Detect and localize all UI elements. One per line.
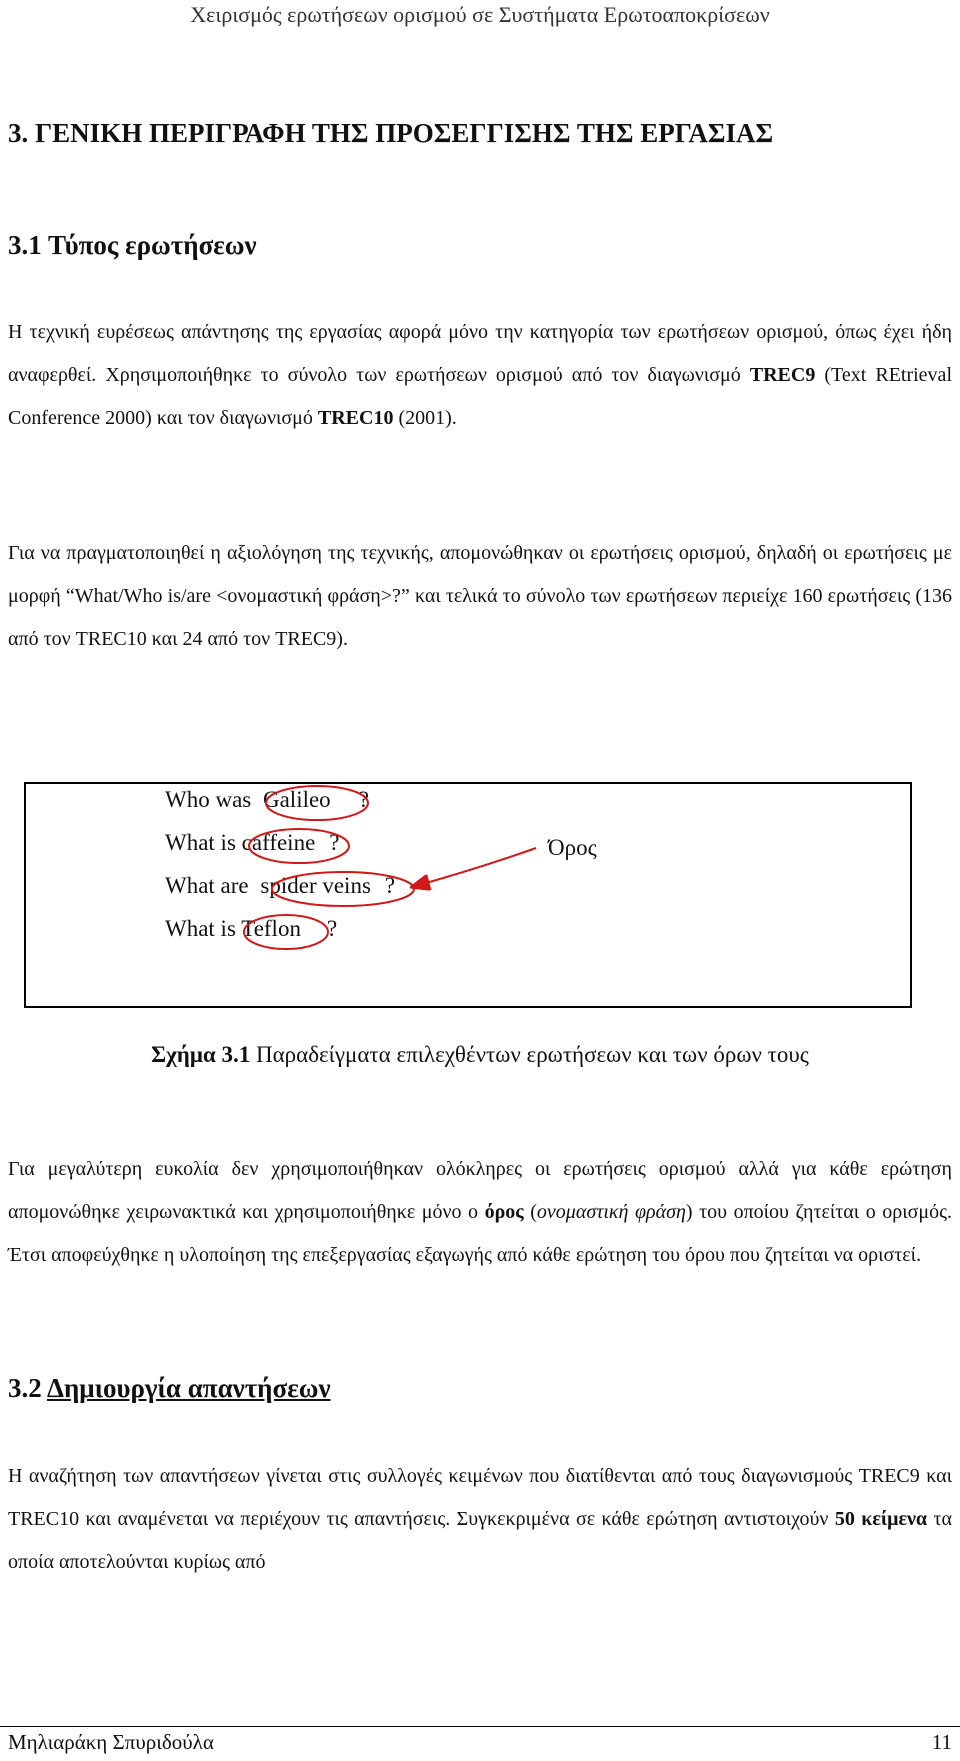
question-prefix: What is (165, 916, 236, 941)
annotation-arrow (412, 848, 536, 887)
question-mark: ? (326, 916, 338, 941)
paragraph-text: Για μεγαλύτερη ευκολία δεν χρησιμοποιήθηκαν ολόκληρες οι ερωτήσεις ορισμού αλλά για κάθε ερώτηση απομονώθηκε χειρωνακτικά και χρησιμοποιήθηκε μόνο ο (8, 1158, 952, 1223)
section-3-2-title (8, 1373, 331, 1404)
bold-term-trec9: TREC9 (749, 364, 816, 386)
paragraph-text: (Text REtrieval Conference 2000) και τον διαγωνισμό (8, 364, 952, 429)
footer-author: Μηλιαράκη Σπυριδούλα (8, 1730, 214, 1754)
page-number: 11 (931, 1730, 952, 1754)
term-circle-caffeine (249, 829, 349, 863)
section-3-1-paragraph-2: Για να πραγματοποιηθεί η αξιολόγηση της τεχνικής, απομονώθηκαν οι ερωτήσεις ορισμού, δηλαδή οι ερωτήσεις με μορφή “What/Who is/are <ονομαστική φράση>?” και τελικά το σύνολο των ερωτήσεων περιείχε 160 ερωτήσεις (136 από τον TREC10 και 24 από τον TREC9). (8, 542, 952, 650)
bold-term: 50 κείμενα (834, 1508, 928, 1530)
figure-term-annotation: Όρος (548, 835, 597, 860)
question-term: caffeine (241, 830, 316, 855)
chapter-title: 3. ΓΕΝΙΚΗ ΠΕΡΙΓΡΑΦΗ ΤΗΣ ΠΡΟΣΕΓΓΙΣΗΣ ΤΗΣ ΕΡΓΑΣΙΑΣ (8, 118, 774, 148)
question-mark: ? (358, 787, 369, 812)
paragraph-text: Η αναζήτηση των απαντήσεων γίνεται στις συλλογές κειμένων που διατίθενται από τους διαγωνισμούς TREC9 και TREC10 και αναμένεται να περιέχουν τις απαντήσεις. Συγκεκριμένα σε κάθε ερώτηση αντιστοιχούν (8, 1465, 952, 1530)
figure-caption (0, 1042, 960, 1068)
paragraph-text: ( (523, 1201, 537, 1223)
paragraph-3 (8, 1148, 952, 1277)
question-prefix: What is (165, 830, 236, 855)
caption-text: Παραδείγματα επιλεχθέντων ερωτήσεων και των όρων τους (250, 1042, 809, 1067)
running-header: Χειρισμός ερωτήσεων ορισμού σε Συστήματα Ερωτοαποκρίσεων (190, 2, 770, 27)
caption-label: Σχήμα 3.1 (151, 1042, 251, 1067)
bold-term-trec10: TREC10 (317, 407, 394, 429)
term-circle-galileo (266, 786, 368, 820)
term-circle-spider-veins (272, 872, 414, 906)
italic-term: ονομαστική φράση (536, 1201, 686, 1223)
paragraph-text: (2001). (393, 407, 457, 429)
section-number: 3.2 (8, 1373, 48, 1403)
question-term: Teflon (241, 916, 301, 941)
question-mark: ? (329, 830, 340, 855)
term-circle-teflon (244, 915, 328, 949)
paragraph-text: ) του οποίου ζητείται ο ορισμός. Έτσι αποφεύχθηκε η υλοποίηση της επεξεργασίας εξαγωγής από κάθε ερώτηση του όρου που ζητείται να οριστεί. (8, 1201, 953, 1266)
question-mark: ? (384, 873, 396, 898)
section-3-1-title: 3.1 Τύπος ερωτήσεων (8, 230, 257, 260)
paragraph-text: Η τεχνική ευρέσεως απάντησης της εργασίας αφορά μόνο την κατηγορία των ερωτήσεων ορισμού, όπως έχει ήδη αναφερθεί. Χρησιμοποιήθηκε το σύνολο των ερωτήσεων ορισμού από τον διαγωνισμό (8, 321, 952, 386)
footer-rule (0, 1726, 960, 1727)
question-prefix: Who was (165, 787, 252, 812)
section-3-2-paragraph-1 (8, 1455, 952, 1584)
question-term: Galileo (262, 787, 331, 812)
question-prefix: What are (165, 873, 249, 898)
paragraph-text: τα οποία αποτελούνται κυρίως από (8, 1508, 953, 1573)
bold-term: όρος (484, 1201, 524, 1223)
section-title-text: Δημιουργία απαντήσεων (47, 1373, 331, 1403)
question-term: spider veins (260, 873, 371, 898)
